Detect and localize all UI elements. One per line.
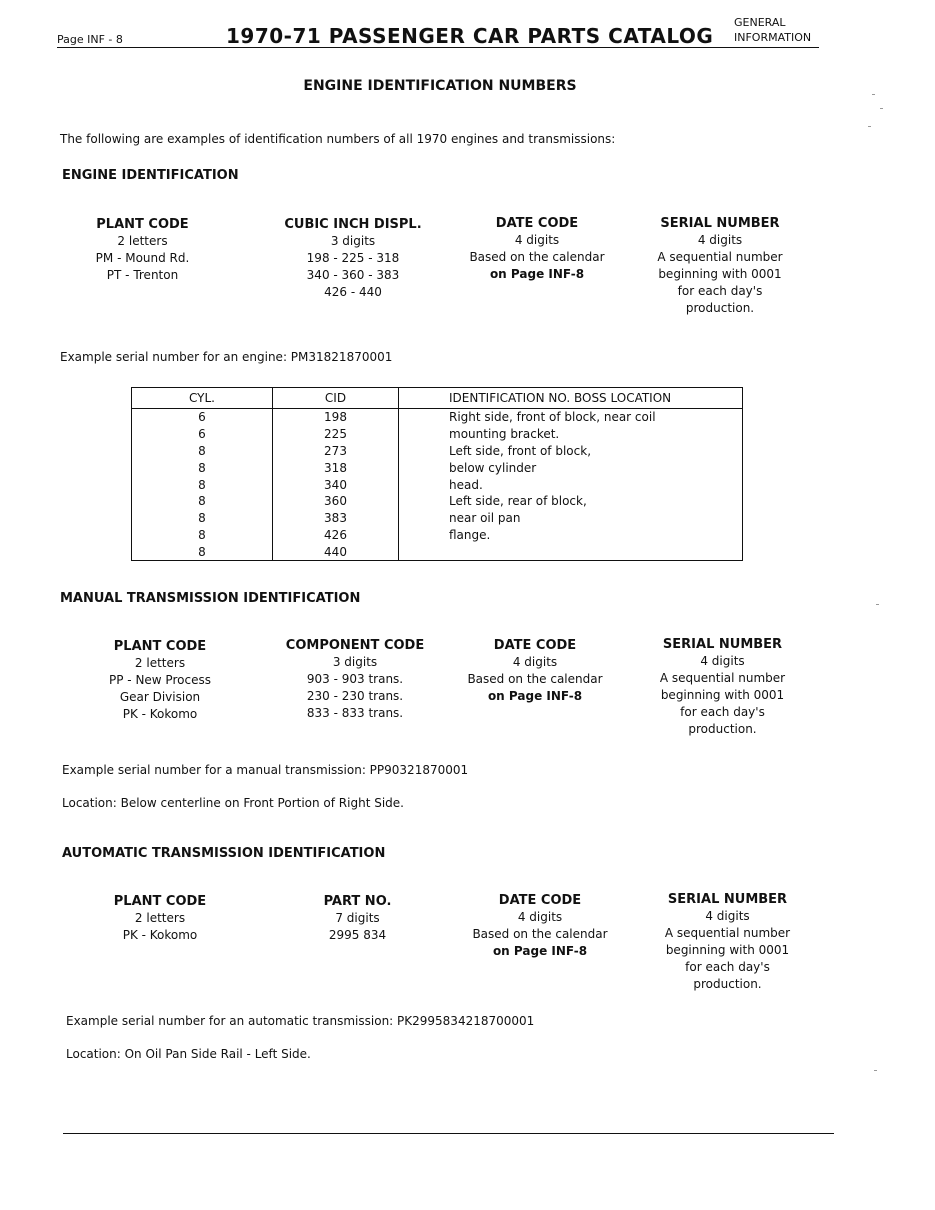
automatic-plant-code bbox=[95, 893, 225, 944]
cell-cid: 198 bbox=[273, 409, 399, 426]
column-line: beginning with 0001 bbox=[658, 267, 782, 281]
column-line: for each day's bbox=[680, 705, 765, 719]
section-label bbox=[734, 15, 811, 45]
column-line: 4 digits bbox=[514, 233, 560, 247]
cell-cyl: 8 bbox=[132, 543, 273, 560]
cell-cyl: 8 bbox=[132, 493, 273, 510]
header-rule bbox=[57, 47, 819, 48]
column-line: Gear Division bbox=[119, 690, 201, 704]
manual-example: Example serial number for a manual transmission: PP90321870001 bbox=[62, 763, 469, 777]
column-line: PP - New Process bbox=[109, 673, 211, 687]
engine-cid bbox=[278, 216, 428, 301]
cell-cid: 225 bbox=[273, 426, 399, 443]
cell-cid: 360 bbox=[273, 493, 399, 510]
engine-example: Example serial number for an engine: PM31821870001 bbox=[60, 350, 393, 364]
column-title: PART NO. bbox=[323, 894, 392, 909]
page-number: Page INF - 8 bbox=[57, 33, 123, 46]
scan-speck bbox=[874, 1070, 877, 1071]
engine-plant-code bbox=[85, 216, 200, 284]
table-row bbox=[132, 443, 743, 460]
column-title: SERIAL NUMBER bbox=[667, 892, 788, 907]
column-line: 4 digits bbox=[697, 233, 743, 247]
column-line: 4 digits bbox=[517, 910, 563, 924]
engine-serial-number bbox=[650, 215, 790, 317]
manual-serial-number bbox=[650, 636, 795, 738]
boss-location-table bbox=[131, 387, 743, 561]
column-line: PT - Trenton bbox=[106, 268, 179, 282]
table-row bbox=[132, 527, 743, 544]
automatic-location: Location: On Oil Pan Side Rail - Left Side. bbox=[66, 1047, 311, 1061]
column-line: 3 digits bbox=[330, 234, 376, 248]
cell-cyl: 6 bbox=[132, 426, 273, 443]
column-line: Based on the calendar bbox=[472, 927, 608, 941]
column-line: for each day's bbox=[677, 284, 763, 298]
column-title: DATE CODE bbox=[495, 216, 579, 231]
table-header-row bbox=[132, 388, 743, 409]
cell-cid: 426 bbox=[273, 527, 399, 544]
column-line: 230 - 230 trans. bbox=[306, 689, 404, 703]
intro-text: The following are examples of identification numbers of all 1970 engines and transmissions: bbox=[60, 132, 616, 146]
table-row bbox=[132, 459, 743, 476]
scan-speck bbox=[880, 108, 883, 109]
cell-location: flange. bbox=[449, 527, 491, 542]
column-line: for each day's bbox=[685, 960, 770, 974]
automatic-example: Example serial number for an automatic transmission: PK2995834218700001 bbox=[66, 1014, 535, 1028]
manual-location: Location: Below centerline on Front Portion of Right Side. bbox=[62, 796, 404, 810]
automatic-heading: AUTOMATIC TRANSMISSION IDENTIFICATION bbox=[62, 846, 386, 861]
column-title: COMPONENT CODE bbox=[285, 638, 425, 653]
cell-location bbox=[399, 543, 743, 560]
cell-location: mounting bracket. bbox=[449, 427, 560, 442]
cell-location: Right side, front of block, near coil bbox=[449, 410, 656, 425]
cell-location: below cylinder bbox=[449, 460, 537, 475]
table-row bbox=[132, 426, 743, 443]
table-row bbox=[132, 409, 743, 426]
table-row bbox=[132, 543, 743, 560]
column-line: on Page INF-8 bbox=[487, 689, 583, 703]
automatic-date-code bbox=[465, 892, 615, 960]
cell-cyl: 8 bbox=[132, 459, 273, 476]
column-line: 2 letters bbox=[117, 234, 168, 248]
column-line: beginning with 0001 bbox=[660, 688, 785, 702]
column-line: 2 letters bbox=[134, 656, 186, 670]
automatic-part-number bbox=[300, 893, 415, 944]
column-line: production. bbox=[685, 301, 755, 315]
table-row bbox=[132, 493, 743, 510]
column-line: production. bbox=[693, 977, 762, 991]
column-line: beginning with 0001 bbox=[665, 943, 790, 957]
column-title: DATE CODE bbox=[498, 893, 582, 908]
catalog-title: 1970-71 PASSENGER CAR PARTS CATALOG bbox=[226, 24, 714, 48]
cell-location: Left side, front of block, bbox=[449, 443, 592, 458]
column-line: 4 digits bbox=[512, 655, 558, 669]
column-line: 198 - 225 - 318 bbox=[306, 251, 400, 265]
header-cyl: CYL. bbox=[132, 388, 273, 409]
column-line: PM - Mound Rd. bbox=[95, 251, 190, 265]
header-cid: CID bbox=[273, 388, 399, 409]
automatic-serial-number bbox=[655, 891, 800, 993]
column-line: 2 letters bbox=[134, 911, 186, 925]
scan-speck bbox=[872, 94, 875, 95]
column-line: 2995 834 bbox=[328, 928, 387, 942]
cell-location: Left side, rear of block, bbox=[449, 494, 587, 509]
cell-cyl: 8 bbox=[132, 527, 273, 544]
column-title: SERIAL NUMBER bbox=[660, 216, 780, 231]
scan-speck bbox=[868, 126, 871, 127]
column-line: A sequential number bbox=[664, 926, 791, 940]
column-line: 4 digits bbox=[700, 654, 745, 668]
cell-cid: 273 bbox=[273, 443, 399, 460]
cell-cid: 340 bbox=[273, 476, 399, 493]
column-line: Based on the calendar bbox=[469, 250, 605, 264]
scan-speck bbox=[876, 604, 879, 605]
column-title: DATE CODE bbox=[493, 638, 577, 653]
column-line: on Page INF-8 bbox=[492, 944, 588, 958]
cell-cyl: 6 bbox=[132, 409, 273, 426]
manual-plant-code bbox=[95, 638, 225, 723]
footer-rule bbox=[63, 1133, 834, 1134]
column-line: 340 - 360 - 383 bbox=[306, 268, 400, 282]
cell-cid: 318 bbox=[273, 459, 399, 476]
cell-cid: 383 bbox=[273, 510, 399, 527]
column-line: 4 digits bbox=[705, 909, 750, 923]
column-line: A sequential number bbox=[657, 250, 783, 264]
manual-component-code bbox=[275, 637, 435, 722]
column-line: 426 - 440 bbox=[324, 285, 382, 299]
column-line: on Page INF-8 bbox=[489, 267, 585, 281]
column-line: 7 digits bbox=[335, 911, 380, 925]
column-title: SERIAL NUMBER bbox=[662, 637, 783, 652]
cell-location: head. bbox=[449, 477, 483, 492]
header-location: IDENTIFICATION NO. BOSS LOCATION bbox=[399, 388, 743, 409]
column-title: PLANT CODE bbox=[113, 894, 207, 909]
column-title: PLANT CODE bbox=[113, 639, 207, 654]
cell-location: near oil pan bbox=[449, 511, 521, 526]
cell-cyl: 8 bbox=[132, 510, 273, 527]
column-line: 903 - 903 trans. bbox=[306, 672, 404, 686]
table-row bbox=[132, 476, 743, 493]
column-line: PK - Kokomo bbox=[122, 928, 198, 942]
cell-cyl: 8 bbox=[132, 476, 273, 493]
column-line: A sequential number bbox=[659, 671, 786, 685]
column-title: CUBIC INCH DISPL. bbox=[284, 217, 422, 232]
cell-cyl: 8 bbox=[132, 443, 273, 460]
column-line: production. bbox=[688, 722, 757, 736]
manual-heading: MANUAL TRANSMISSION IDENTIFICATION bbox=[60, 591, 361, 606]
page-title: ENGINE IDENTIFICATION NUMBERS bbox=[303, 78, 577, 94]
manual-date-code bbox=[460, 637, 610, 705]
column-line: 3 digits bbox=[332, 655, 378, 669]
table-row bbox=[132, 510, 743, 527]
column-title: PLANT CODE bbox=[96, 217, 189, 232]
engine-date-code bbox=[462, 215, 612, 283]
engine-heading: ENGINE IDENTIFICATION bbox=[62, 168, 239, 183]
section-label-line2: INFORMATION bbox=[734, 31, 812, 44]
column-line: PK - Kokomo bbox=[122, 707, 198, 721]
section-label-line1: GENERAL bbox=[734, 16, 786, 29]
column-line: Based on the calendar bbox=[467, 672, 603, 686]
column-line: 833 - 833 trans. bbox=[306, 706, 404, 720]
cell-cid: 440 bbox=[273, 543, 399, 560]
